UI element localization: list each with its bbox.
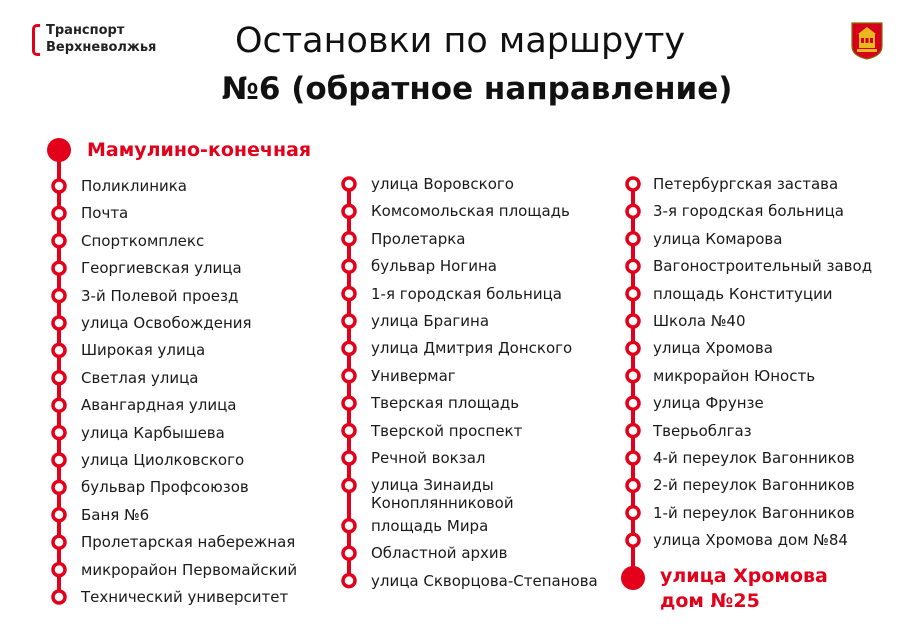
- end-terminal-label-line-2: дом №25: [660, 590, 760, 612]
- stop-marker: [627, 233, 639, 245]
- stop-marker: [53, 427, 65, 439]
- stop-label: площадь Мира: [371, 516, 489, 535]
- stop-label: Широкая улица: [81, 341, 206, 360]
- stop-marker: [343, 520, 355, 532]
- stop-label: Универмаг: [371, 366, 456, 385]
- stop-marker: [343, 547, 355, 559]
- stop-label: Петербургская застава: [653, 175, 839, 193]
- stop-label: улица Скворцова-Степанова: [371, 571, 598, 590]
- stop-label: 3-я городская больница: [653, 202, 844, 221]
- stop-label: улица Дмитрия Донского: [371, 339, 573, 358]
- stop-label: Тверская площадь: [371, 394, 520, 413]
- stop-label: Светлая улица: [81, 368, 199, 387]
- brand-name-line-1: Транспорт: [46, 23, 125, 38]
- stop-label: [371, 476, 514, 512]
- stop-label: улица Фрунзе: [653, 394, 764, 413]
- stop-marker: [53, 591, 65, 603]
- brand-name-line-2: Верхневолжья: [46, 40, 157, 55]
- stop-marker: [53, 262, 65, 274]
- stop-label: Почта: [81, 204, 129, 223]
- stop-label: улица Брагина: [371, 312, 490, 330]
- stop-label: 1-я городская больница: [371, 284, 562, 303]
- stop-label: Вагоностроительный завод: [653, 257, 873, 276]
- stop-label: Тверской проспект: [371, 421, 523, 440]
- end-terminal-marker: [621, 566, 645, 590]
- stop-marker: [53, 290, 65, 302]
- stop-marker: [627, 370, 639, 382]
- stop-marker: [53, 235, 65, 247]
- stop-label-line: Коноплянниковой: [371, 494, 514, 513]
- stop-marker: [627, 507, 639, 519]
- stop-marker: [53, 344, 65, 356]
- stop-label: Школа №40: [653, 312, 746, 330]
- stop-marker: [627, 315, 639, 327]
- stop-marker: [53, 509, 65, 521]
- stop-label: улица Воровского: [371, 175, 514, 193]
- stop-marker: [627, 260, 639, 272]
- stop-marker: [53, 207, 65, 219]
- stop-label: Георгиевская улица: [81, 259, 242, 278]
- stop-marker: [343, 575, 355, 587]
- stop-label: Пролетарка: [371, 229, 466, 248]
- stop-label: улица Циолковского: [81, 451, 245, 469]
- stop-marker: [53, 564, 65, 576]
- stop-label: Речной вокзал: [371, 449, 486, 467]
- stop-marker: [53, 454, 65, 466]
- start-terminal-label: Мамулино-конечная: [87, 139, 312, 161]
- page-subtitle: №6 (обратное направление): [221, 71, 733, 107]
- stop-marker: [627, 288, 639, 300]
- stop-label: улица Комарова: [653, 229, 783, 248]
- stop-label: Пролетарская набережная: [81, 533, 296, 552]
- stop-marker: [343, 233, 355, 245]
- stop-label: 2-й переулок Вагонников: [653, 476, 855, 495]
- stop-label: 1-й переулок Вагонников: [653, 503, 855, 522]
- stop-label: Баня №6: [81, 505, 150, 524]
- stop-label: 4-й переулок Вагонников: [653, 449, 855, 467]
- stop-marker: [343, 342, 355, 354]
- stop-marker: [343, 425, 355, 437]
- stop-marker: [343, 178, 355, 190]
- stop-label: Авангардная улица: [81, 396, 237, 415]
- stop-marker: [53, 399, 65, 411]
- stop-marker: [343, 370, 355, 382]
- stop-marker: [627, 342, 639, 354]
- stop-marker: [343, 452, 355, 464]
- stop-label: улица Освобождения: [81, 314, 252, 332]
- stop-label: улица Хромова: [653, 339, 773, 358]
- stop-marker: [343, 205, 355, 217]
- stop-label: бульвар Ногина: [371, 257, 497, 276]
- end-terminal-label-line-1: улица Хромова: [660, 565, 828, 587]
- stop-label-line: улица Зинаиды: [371, 476, 494, 495]
- stop-label: Областной архив: [371, 544, 508, 563]
- stop-label: улица Хромова дом №84: [653, 531, 848, 550]
- stop-marker: [343, 315, 355, 327]
- stop-marker: [627, 425, 639, 437]
- page-title: Остановки по маршруту: [234, 21, 686, 61]
- stop-marker: [343, 288, 355, 300]
- stop-label: 3-й Полевой проезд: [81, 286, 239, 305]
- stop-label: Технический университет: [81, 588, 289, 606]
- stop-marker: [627, 205, 639, 217]
- start-terminal-marker: [47, 138, 71, 162]
- stop-label: Спорткомплекс: [81, 231, 205, 250]
- stop-marker: [627, 534, 639, 546]
- stop-marker: [343, 260, 355, 272]
- stop-marker: [627, 452, 639, 464]
- stop-label: улица Карбышева: [81, 423, 225, 442]
- stop-label: площадь Конституции: [653, 284, 833, 303]
- stop-marker: [53, 481, 65, 493]
- stop-marker: [343, 397, 355, 409]
- stop-marker: [627, 479, 639, 491]
- stop-label: бульвар Профсоюзов: [81, 478, 249, 497]
- stop-marker: [627, 178, 639, 190]
- stop-label: Поликлиника: [81, 177, 187, 195]
- stop-label: микрорайон Первомайский: [81, 560, 298, 579]
- stop-marker: [53, 180, 65, 192]
- stop-label: Тверьоблгаз: [653, 421, 752, 440]
- stop-label: Комсомольская площадь: [371, 202, 570, 221]
- stop-marker: [53, 317, 65, 329]
- stop-marker: [343, 479, 355, 491]
- stop-marker: [627, 397, 639, 409]
- stop-marker: [53, 536, 65, 548]
- stop-label: микрорайон Юность: [653, 366, 816, 385]
- stop-marker: [53, 372, 65, 384]
